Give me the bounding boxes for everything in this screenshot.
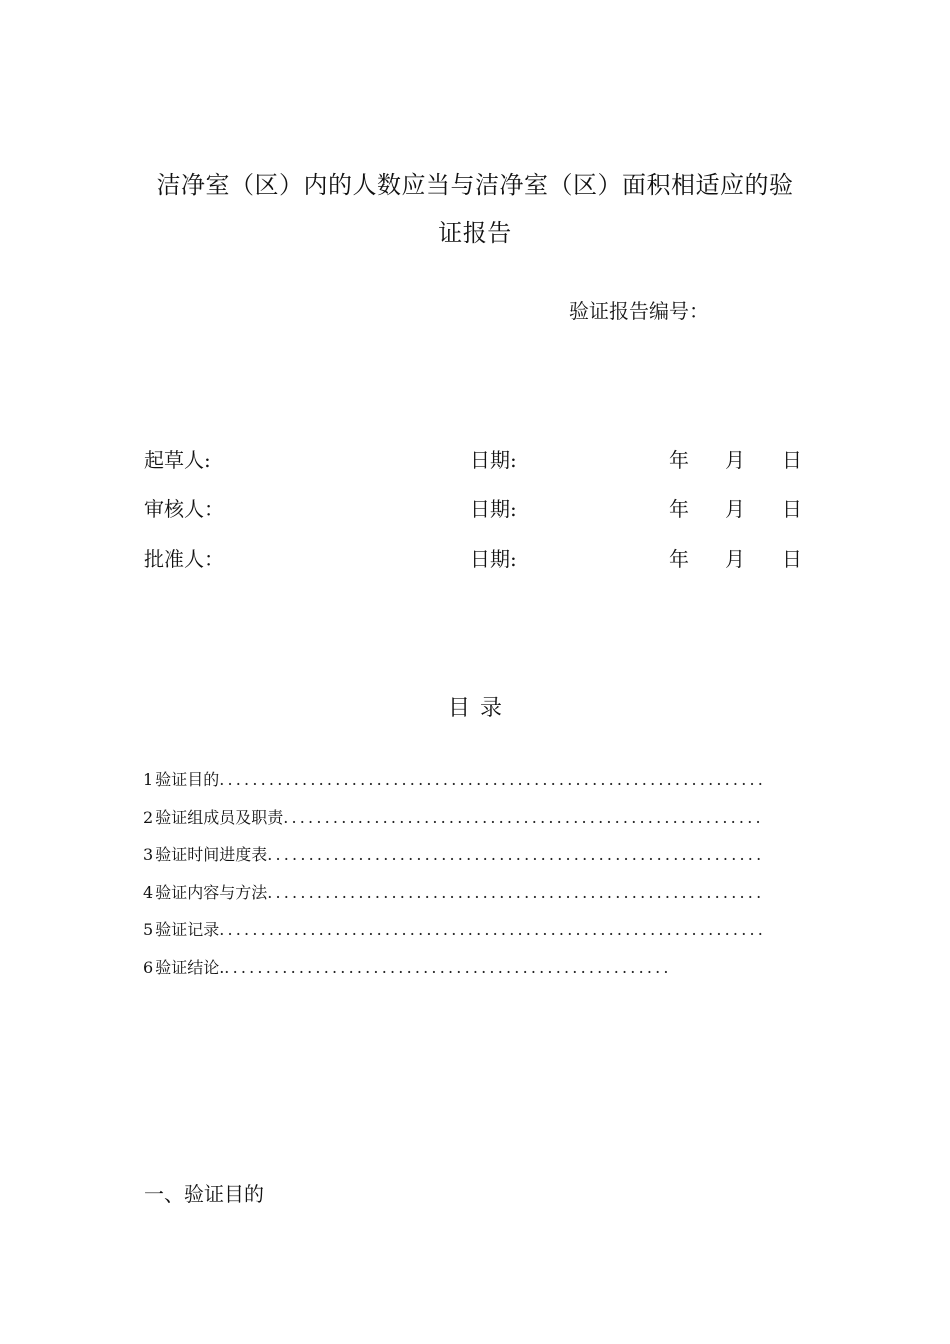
toc-item-label: 验证结论. xyxy=(155,957,225,977)
toc-item-label: 验证时间进度表 xyxy=(155,845,268,864)
drafter-year-label: 年 xyxy=(669,448,689,472)
reviewer-year-label: 年 xyxy=(669,497,689,521)
approver-label: 批准人： xyxy=(144,547,224,571)
toc-item[interactable] xyxy=(143,840,855,878)
toc-item-number: 4 xyxy=(143,882,154,902)
toc-item-leader: .................................................................. xyxy=(219,770,767,789)
report-number-label: 验证报告编号： xyxy=(569,299,709,323)
approver-year-label: 年 xyxy=(669,547,689,571)
drafter-label: 起草人: xyxy=(144,448,211,472)
drafter-day-label: 日 xyxy=(782,448,802,472)
drafter-month-label: 月 xyxy=(725,448,745,472)
toc-item-leader: .......................................................... xyxy=(283,807,764,827)
reviewer-label: 审核人： xyxy=(144,497,224,521)
toc-item-number: 3 xyxy=(143,845,154,864)
reviewer-day-label: 日 xyxy=(782,497,802,521)
reviewer-month-label: 月 xyxy=(725,497,745,521)
drafter-date-label: 日期: xyxy=(470,448,517,472)
toc-item-number: 5 xyxy=(143,920,154,939)
section-heading-purpose: 一、验证目的 xyxy=(144,1182,264,1206)
approver-date-label: 日期: xyxy=(470,547,517,571)
document-title-line-1: 洁净室（区）内的人数应当与洁净室（区）面积相适应的验 xyxy=(156,171,794,199)
approver-month-label: 月 xyxy=(725,547,745,571)
toc-item[interactable] xyxy=(143,803,855,841)
toc-item[interactable] xyxy=(143,915,855,953)
toc-item-leader: ...................................................... xyxy=(224,957,672,977)
toc-title: 目录 xyxy=(447,696,512,721)
toc-item-label: 验证记录 xyxy=(155,920,220,939)
toc-item-label: 验证组成员及职责 xyxy=(155,807,284,827)
toc-item-label: 验证目的 xyxy=(155,770,220,789)
signature-row-approver xyxy=(0,544,950,574)
toc-item-number: 1 xyxy=(143,770,154,789)
toc-item-label: 验证内容与方法 xyxy=(155,882,268,902)
table-of-contents xyxy=(143,765,855,990)
toc-item-number: 6 xyxy=(143,957,154,977)
toc-item-leader: ............................................................ xyxy=(267,882,765,902)
toc-item[interactable] xyxy=(143,878,855,916)
approver-day-label: 日 xyxy=(782,547,802,571)
toc-item[interactable] xyxy=(143,765,855,803)
signature-row-drafter xyxy=(0,445,950,475)
toc-item-leader: .................................................................. xyxy=(219,920,767,939)
signature-row-reviewer xyxy=(0,494,950,524)
toc-item[interactable] xyxy=(143,953,855,991)
reviewer-date-label: 日期: xyxy=(470,497,517,521)
toc-item-number: 2 xyxy=(143,807,154,827)
toc-item-leader: ............................................................ xyxy=(267,845,765,864)
document-title-line-2: 证报告 xyxy=(438,219,512,247)
